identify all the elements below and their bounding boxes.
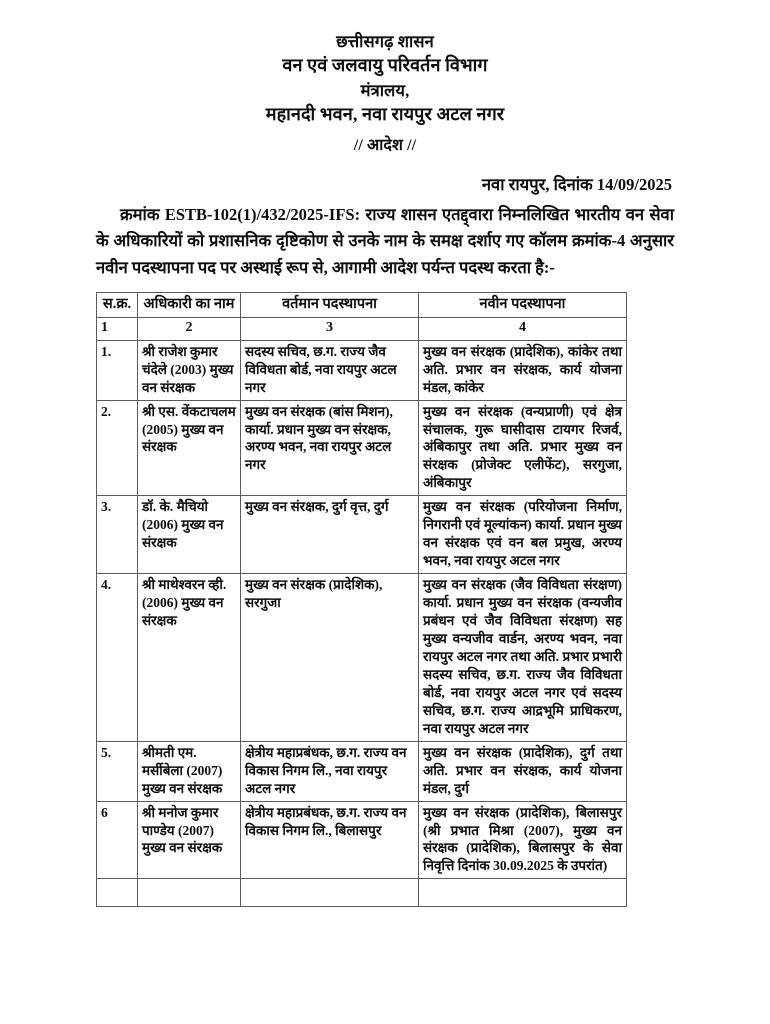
order-body-paragraph: क्रमांक ESTB-102(1)/432/2025-IFS: राज्य शासन एतद्द्वारा निम्नलिखित भारतीय वन सेवा के अधिकारियों को प्रशासनिक दृष्टिकोण से उनके नाम के समक्ष दर्शाए गए कॉलम क्रमांक-4 अनुसार नवीन पदस्थापना पद पर अस्थाई रूप से, आगामी आदेश पर्यन्त पदस्थ करता है:- <box>96 204 674 278</box>
cell-officer-name: श्री राजेश कुमार चंदेले (2003) मुख्य वन संरक्षक <box>138 340 241 400</box>
cell-current-posting: मुख्य वन संरक्षक, दुर्ग वृत्त, दुर्ग <box>241 496 419 574</box>
column-number-2: 2 <box>138 318 241 341</box>
table-row <box>97 741 627 801</box>
cell-current-posting: मुख्य वन संरक्षक (प्रादेशिक), सरगुजा <box>241 574 419 742</box>
table-row <box>97 574 627 742</box>
cell-serial: 5. <box>97 741 138 801</box>
header-line-address: महानदी भवन, नवा रायपुर अटल नगर <box>265 104 505 125</box>
header-line-ministry: मंत्रालय, <box>360 80 410 100</box>
place-and-date: नवा रायपुर, दिनांक 14/09/2025 <box>481 174 672 194</box>
cell-serial-empty <box>97 879 138 907</box>
cell-current-posting: मुख्य वन संरक्षक (बांस मिशन), कार्या. प्रधान मुख्य वन संरक्षक, अरण्य भवन, नवा रायपुर अटल नगर <box>241 400 419 496</box>
cell-new-posting: मुख्य वन संरक्षक (प्रादेशिक), कांकेर तथा अति. प्रभार वन संरक्षक, कार्य योजना मंडल, कांकेर <box>419 340 627 400</box>
table-row <box>97 400 627 496</box>
column-header-current-posting: वर्तमान पदस्थापना <box>241 292 419 317</box>
cell-officer-name: डॉ. के. मैचियो (2006) मुख्य वन संरक्षक <box>138 496 241 574</box>
column-header-officer-name: अधिकारी का नाम <box>138 292 241 317</box>
cell-officer-name: श्री माथेश्वरन व्ही. (2006) मुख्य वन संरक्षक <box>138 574 241 742</box>
table-row-empty <box>97 879 627 907</box>
cell-current-posting: क्षेत्रीय महाप्रबंधक, छ.ग. राज्य वन विकास निगम लि., नवा रायपुर अटल नगर <box>241 741 419 801</box>
header-line-department: वन एवं जलवायु परिवर्तन विभाग <box>282 55 488 76</box>
cell-new-posting: मुख्य वन संरक्षक (परियोजना निर्माण, निगरानी एवं मूल्यांकन) कार्या. प्रधान मुख्य वन संरक्षक एवं वन बल प्रमुख, अरण्य भवन, नवा रायपुर अटल नगर <box>419 496 627 574</box>
table-head <box>97 292 627 340</box>
column-number-4: 4 <box>419 318 627 341</box>
table-column-number-row <box>97 318 627 341</box>
cell-serial: 4. <box>97 574 138 742</box>
cell-new-posting: मुख्य वन संरक्षक (जैव विविधता संरक्षण) कार्या. प्रधान मुख्य वन संरक्षक (वन्यजीव प्रबंधन एवं जैव विविधता संरक्षण) सह मुख्य वन्यजीव वार्डन, अरण्य भवन, नवा रायपुर अटल नगर तथा अति. प्रभार प्रभारी सदस्य सचिव, छ.ग. राज्य जैव विविधता बोर्ड, नवा रायपुर अटल नगर एवं सदस्य सचिव, छ.ग. राज्य आद्रभूमि प्राधिकरण, नवा रायपुर अटल नगर <box>419 574 627 742</box>
cell-current-posting: सदस्य सचिव, छ.ग. राज्य जैव विविधता बोर्ड, नवा रायपुर अटल नगर <box>241 340 419 400</box>
column-number-3: 3 <box>241 318 419 341</box>
column-header-serial: स.क्र. <box>97 292 138 317</box>
cell-officer-name: श्रीमती एम. मर्सीबेला (2007) मुख्य वन संरक्षक <box>138 741 241 801</box>
cell-current-posting-empty <box>241 879 419 907</box>
table-row <box>97 496 627 574</box>
cell-new-posting: मुख्य वन संरक्षक (प्रादेशिक), बिलासपुर (श्री प्रभात मिश्रा (2007), मुख्य वन संरक्षक (प्रादेशिक), बिलासपुर के सेवा निवृत्ति दिनांक 30.09.2025 के उपरांत) <box>419 801 627 879</box>
cell-serial: 1. <box>97 340 138 400</box>
cell-new-posting: मुख्य वन संरक्षक (वन्यप्राणी) एवं क्षेत्र संचालक, गुरू घासीदास टायगर रिजर्व, अंबिकापुर तथा अति. प्रभार मुख्य वन संरक्षक (प्रोजेक्ट एलीफेंट), सरगुजा, अंबिकापुर <box>419 400 627 496</box>
cell-serial: 2. <box>97 400 138 496</box>
cell-serial: 6 <box>97 801 138 879</box>
table-row <box>97 340 627 400</box>
cell-officer-name: श्री एस. वेंकटाचलम (2005) मुख्य वन संरक्षक <box>138 400 241 496</box>
cell-current-posting: क्षेत्रीय महाप्रबंधक, छ.ग. राज्य वन विकास निगम लि., बिलासपुर <box>241 801 419 879</box>
table-header-row <box>97 292 627 317</box>
header-line-state: छत्तीसगढ़ शासन <box>336 32 434 51</box>
cell-new-posting: मुख्य वन संरक्षक (प्रादेशिक), दुर्ग तथा अति. प्रभार वन संरक्षक, कार्य योजना मंडल, दुर्ग <box>419 741 627 801</box>
column-header-new-posting: नवीन पदस्थापना <box>419 292 627 317</box>
cell-serial: 3. <box>97 496 138 574</box>
cell-new-posting-empty <box>419 879 627 907</box>
table-body <box>97 340 627 907</box>
header-line-order-title: // आदेश // <box>353 136 417 154</box>
document-header <box>96 30 674 158</box>
column-number-1: 1 <box>97 318 138 341</box>
posting-order-table <box>96 292 627 908</box>
cell-officer-name-empty <box>138 879 241 907</box>
cell-officer-name: श्री मनोज कुमार पाण्डेय (2007) मुख्य वन संरक्षक <box>138 801 241 879</box>
table-row <box>97 801 627 879</box>
